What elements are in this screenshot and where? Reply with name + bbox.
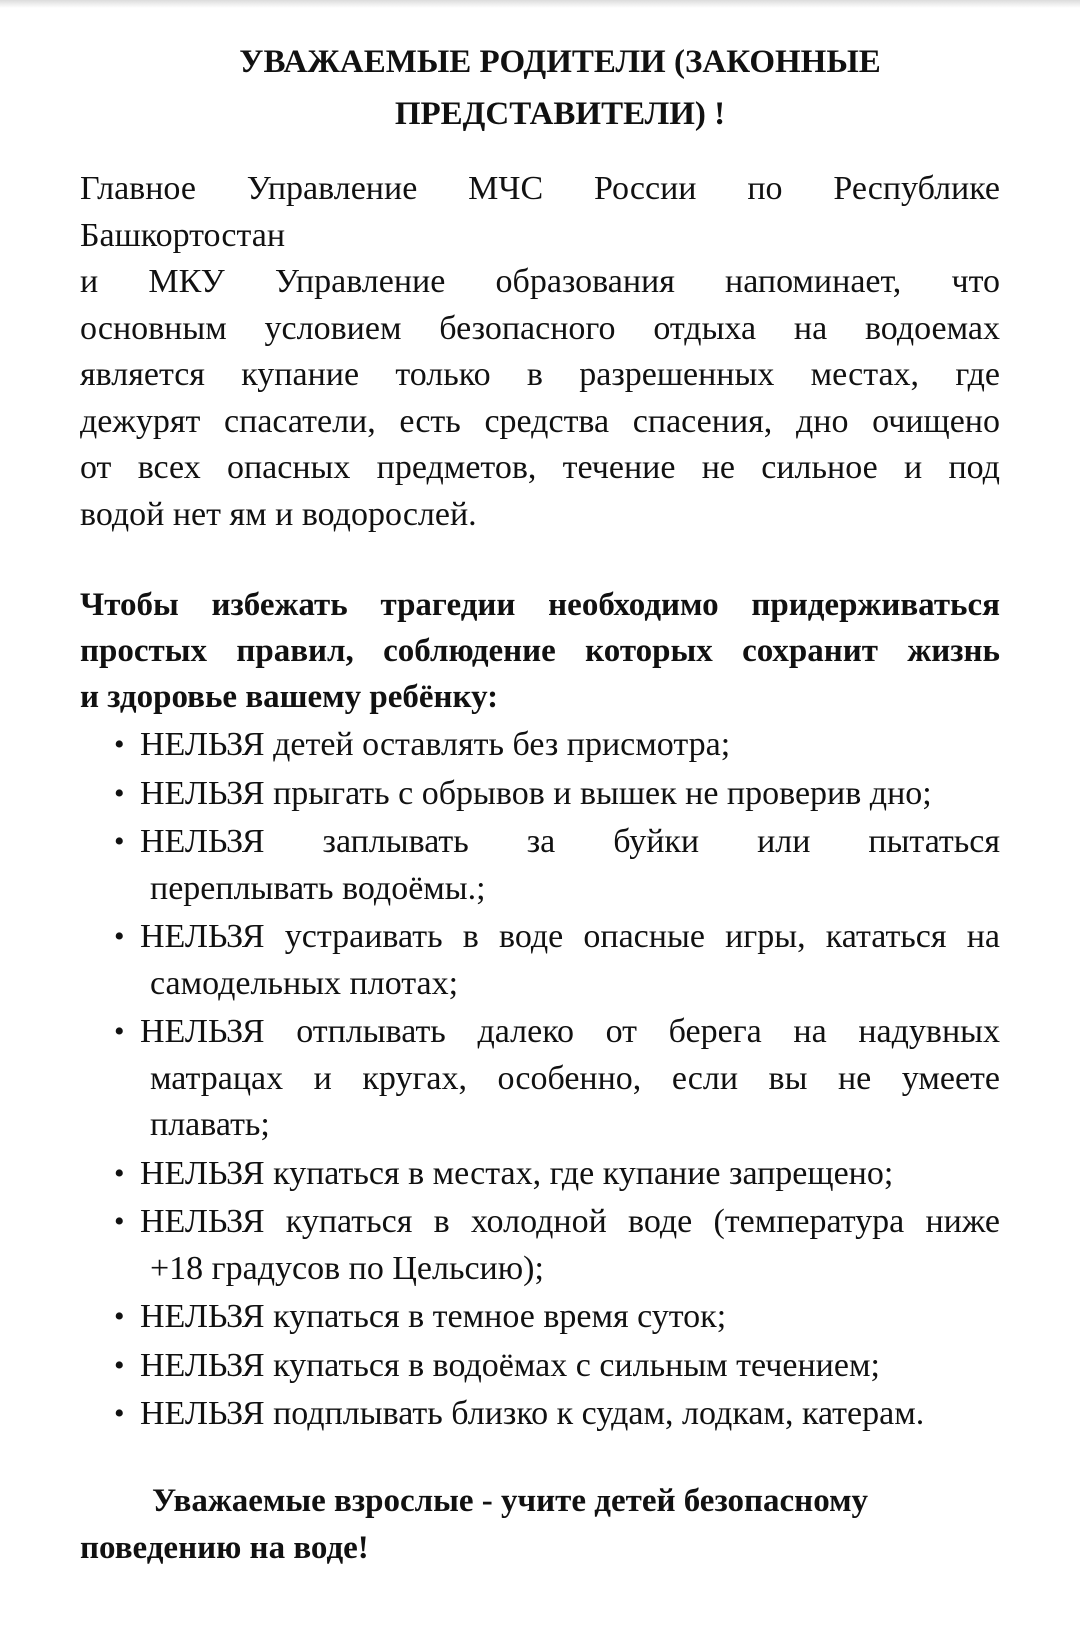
intro-line: и МКУ Управление образования напоминает, что [80, 263, 1000, 300]
intro-line: дежурят спасатели, есть средства спасения, дно очищено [80, 402, 1000, 440]
list-item [80, 1391, 1000, 1438]
bullet-icon: • [114, 1397, 125, 1430]
rules-lead-line: и здоровье вашему ребёнку: [80, 679, 499, 715]
intro-paragraph [80, 166, 1000, 538]
intro-line: от всех опасных предметов, течение не сильное и под [80, 449, 1000, 486]
intro-line: водой нет ям и водорослей. [80, 495, 477, 533]
rule-text: НЕЛЬЗЯ заплывать за буйки или пытаться [140, 823, 1000, 860]
rule-text: НЕЛЬЗЯ устраивать в воде опасные игры, кататься на [140, 918, 1000, 955]
bullet-icon: • [114, 1015, 125, 1048]
bullet-icon: • [114, 1156, 125, 1190]
closing-line-1: Уважаемые взрослые - учите детей безопасному [152, 1482, 869, 1519]
rules-list [80, 722, 1000, 1438]
list-item [80, 914, 1000, 1007]
rules-lead-line: простых правил, соблюдение которых сохранит жизнь [80, 633, 1000, 669]
bullet-icon: • [114, 1348, 125, 1382]
title-line-1: УВАЖАЕМЫЕ РОДИТЕЛИ (ЗАКОННЫЕ [239, 44, 881, 80]
rule-text: НЕЛЬЗЯ купаться в холодной воде (температура ниже [140, 1203, 1000, 1240]
bullet-icon: • [114, 825, 125, 858]
list-item [80, 1009, 1000, 1149]
rule-text: НЕЛЬЗЯ отплывать далеко от берега на надувных [140, 1013, 1000, 1050]
rule-text: НЕЛЬЗЯ купаться в темное время суток; [140, 1298, 727, 1335]
bullet-icon: • [114, 728, 125, 761]
page-title [80, 36, 1000, 140]
rule-text: НЕЛЬЗЯ купаться в местах, где купание запрещено; [140, 1154, 894, 1192]
rule-text: матрацах и кругах, особенно, если вы не умеете [150, 1059, 1000, 1097]
closing-paragraph [80, 1478, 1000, 1572]
rule-text: плавать; [150, 1106, 270, 1143]
list-item [80, 1294, 1000, 1341]
list-item [80, 722, 1000, 769]
rule-text: НЕЛЬЗЯ купаться в водоёмах с сильным течением; [140, 1346, 880, 1384]
rule-text: НЕЛЬЗЯ детей оставлять без присмотра; [140, 726, 731, 763]
intro-line: Башкортостан [80, 216, 286, 254]
rule-text: переплывать водоёмы.; [150, 869, 486, 907]
rules-lead-line: Чтобы избежать трагедии необходимо придерживаться [80, 587, 1000, 623]
page-top-edge [0, 0, 1080, 8]
rule-text: НЕЛЬЗЯ подплывать близко к судам, лодкам, катерам. [140, 1395, 925, 1432]
rule-text: НЕЛЬЗЯ прыгать с обрывов и вышек не проверив дно; [140, 774, 932, 812]
closing-line-2: поведению на воде! [80, 1529, 369, 1566]
rule-text: самодельных плотах; [150, 964, 459, 1002]
list-item [80, 1343, 1000, 1390]
bullet-icon: • [114, 776, 125, 810]
intro-line: является купание только в разрешенных местах, где [80, 356, 1000, 393]
list-item [80, 819, 1000, 912]
rules-lead-paragraph [80, 582, 1000, 720]
document-page [80, 36, 1000, 1572]
list-item [80, 1151, 1000, 1198]
rule-text: +18 градусов по Цельсию); [150, 1249, 544, 1287]
bullet-icon: • [114, 1300, 125, 1333]
title-line-2: ПРЕДСТАВИТЕЛИ) ! [394, 96, 726, 132]
bullet-icon: • [114, 920, 125, 953]
bullet-icon: • [114, 1205, 125, 1238]
list-item [80, 1199, 1000, 1292]
intro-line: Главное Управление МЧС России по Республике [80, 170, 1000, 207]
list-item [80, 771, 1000, 818]
intro-line: основным условием безопасного отдыха на водоемах [80, 309, 1000, 347]
